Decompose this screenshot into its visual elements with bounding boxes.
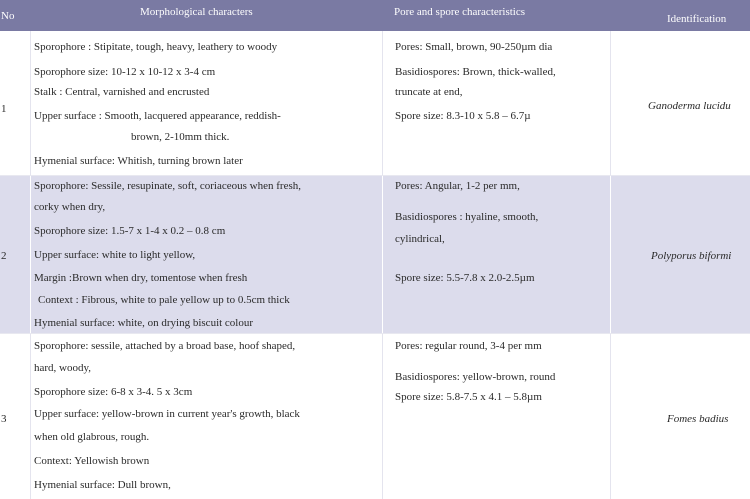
column-divider [30,175,31,333]
pore-line: Pores: Angular, 1-2 per mm, [395,180,520,192]
pore-line: Basidiospores: yellow-brown, round [395,371,556,383]
row-number: 1 [1,103,7,115]
row-number: 3 [1,413,7,425]
column-divider [382,175,383,333]
morph-line: Sporophore size: 1.5-7 x 1-4 x 0.2 – 0.8 cm [34,225,226,237]
header-no: No [1,10,15,22]
table-row [0,175,750,333]
identification-name: Ganoderma lucidu [648,100,731,112]
morph-line: Context: Yellowish brown [34,455,150,467]
morph-line: Sporophore: Sessile, resupinate, soft, coriaceous when fresh, [34,180,301,192]
pore-line: Pores: regular round, 3-4 per mm [395,340,542,352]
pore-line: truncate at end, [395,86,463,98]
column-divider [610,175,611,333]
morph-line: corky when dry, [34,201,106,213]
pore-line: Spore size: 5.8-7.5 x 4.1 – 5.8µm [395,391,542,403]
morph-line: Sporophore: sessile, attached by a broad base, hoof shaped, [34,340,296,352]
column-divider [382,333,383,499]
column-divider [30,31,31,175]
pore-line: Basidiospores : hyaline, smooth, [395,211,539,223]
column-divider [30,333,31,499]
morph-line: when old glabrous, rough. [34,431,150,443]
morph-line: Hymenial surface: white, on drying biscuit colour [34,317,254,329]
identification-name: Polyporus biformi [651,250,732,262]
morph-line: Upper surface : Smooth, lacquered appearance, reddish- [34,110,281,122]
row-divider [0,333,750,334]
table-header [0,0,750,31]
pore-line: cylindrical, [395,233,445,245]
morph-line: Margin :Brown when dry, tomentose when fresh [34,272,248,284]
table-row [0,31,750,175]
header-identification: Identification [667,13,727,25]
morph-line: hard, woody, [34,362,92,374]
pore-line: Spore size: 5.5-7.8 x 2.0-2.5µm [395,272,535,284]
morph-line: Upper surface: yellow-brown in current year's growth, black [34,408,300,420]
column-divider [610,333,611,499]
header-morphological: Morphological characters [140,6,253,18]
header-pore-spore: Pore and spore characteristics [394,6,526,18]
identification-name: Fomes badius [667,413,729,425]
column-divider [610,31,611,175]
column-divider [382,31,383,175]
morph-line: Sporophore size: 6-8 x 3-4. 5 x 3cm [34,386,193,398]
morph-line: Hymenial surface: Dull brown, [34,479,171,491]
pore-line: Spore size: 8.3-10 x 5.8 – 6.7µ [395,110,531,122]
morph-line: brown, 2-10mm thick. [131,131,230,143]
pore-line: Pores: Small, brown, 90-250µm dia [395,41,553,53]
pore-line: Basidiospores: Brown, thick-walled, [395,66,556,78]
row-divider [0,175,750,176]
morph-line: Hymenial surface: Whitish, turning brown later [34,155,243,167]
morph-line: Context : Fibrous, white to pale yellow up to 0.5cm thick [38,294,290,306]
row-number: 2 [1,250,7,262]
morph-line: Stalk : Central, varnished and encrusted [34,86,210,98]
morph-line: Sporophore : Stipitate, tough, heavy, leathery to woody [34,41,278,53]
table-row [0,333,750,499]
morph-line: Upper surface: white to light yellow, [34,249,196,261]
morph-line: Sporophore size: 10-12 x 10-12 x 3-4 cm [34,66,216,78]
